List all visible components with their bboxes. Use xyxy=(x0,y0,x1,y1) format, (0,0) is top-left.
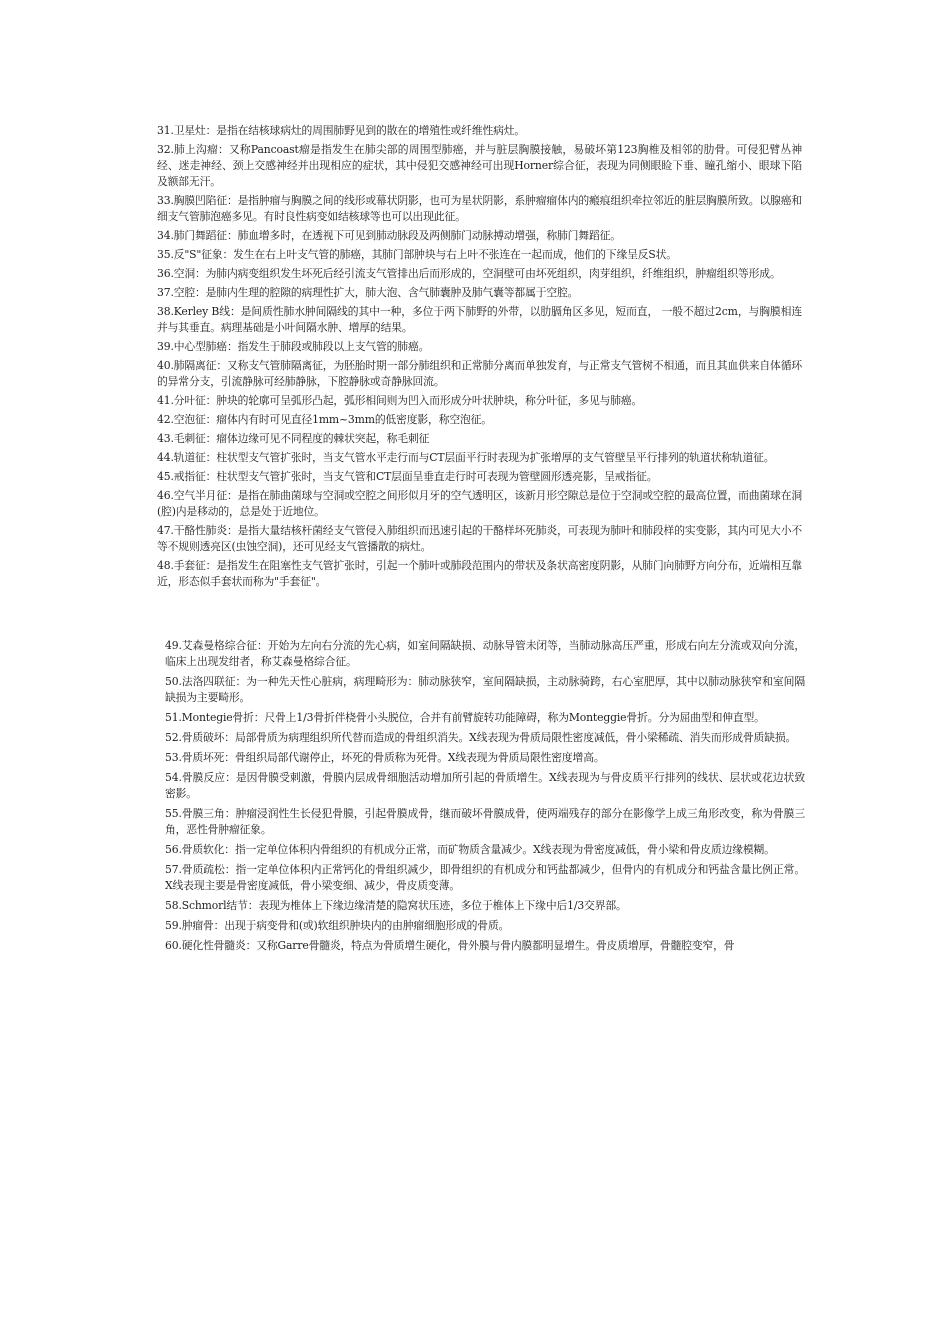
glossary-entry-55: 55.骨膜三角：肿瘤浸润性生长侵犯骨膜，引起骨膜成骨，继而破坏骨膜成骨，使两端残存的部分在影像学上成三角形改变，称为骨膜三角，恶性骨肿瘤征象。 xyxy=(165,807,805,836)
glossary-entry-38: 38.Kerley B线：是间质性肺水肿间隔线的其中一种，多位于两下肺野的外带，以肋膈角区多见，短而直， 一般不超过2cm，与胸膜相连并与其垂直。病理基础是小叶间隔水肿、增厚的结果。 xyxy=(157,305,802,334)
glossary-entry-60: 60.硬化性骨髓炎：又称Garre骨髓炎，特点为骨质增生硬化，骨外膜与骨内膜都明显增生。骨皮质增厚，骨髓腔变窄，骨 xyxy=(165,939,735,952)
glossary-entry-31: 31.卫星灶：是指在结核球病灶的周围肺野见到的散在的增殖性或纤维性病灶。 xyxy=(157,124,526,137)
glossary-entry-54: 54.骨膜反应：是因骨膜受刺激，骨膜内层成骨细胞活动增加所引起的骨质增生。X线表现为与骨皮质平行排列的线状、层状或花边状致密影。 xyxy=(165,771,805,800)
glossary-entry-57: 57.骨质疏松：指一定单位体积内正常钙化的骨组织减少，即骨组织的有机成分和钙盐都减少，但骨内的有机成分和钙盐含量比例正常。X线表现主要是骨密度减低，骨小梁变细、减少，骨皮质变薄。 xyxy=(165,863,805,892)
glossary-entry-58: 58.Schmorl结节：表现为椎体上下缘边缘清楚的隐窝状压迹，多位于椎体上下缘中后1/3交界部。 xyxy=(165,899,627,912)
glossary-entry-49: 49.艾森曼格综合征：开始为左向右分流的先心病，如室间隔缺损、动脉导管未闭等，当肺动脉高压严重，形成右向左分流或双向分流，临床上出现发绀者，称艾森曼格综合征。 xyxy=(165,639,805,668)
glossary-entry-46: 46.空气半月征：是指在肺曲菌球与空洞或空腔之间形似月牙的空气透明区，该新月形空隙总是位于空洞或空腔的最高位置，而曲菌球在洞(腔)内是移动的，总是处于近地位。 xyxy=(157,489,802,518)
glossary-entry-39: 39.中心型肺癌：指发生于肺段或肺段以上支气管的肺癌。 xyxy=(157,340,430,353)
glossary-entry-42: 42.空泡征：瘤体内有时可见直径1mm~3mm的低密度影，称空泡征。 xyxy=(157,413,492,426)
glossary-entry-56: 56.骨质软化：指一定单位体积内骨组织的有机成分正常，而矿物质含量减少。X线表现为骨密度减低，骨小梁和骨皮质边缘模糊。 xyxy=(165,843,775,856)
glossary-entry-48: 48.手套征：是指发生在阻塞性支气管扩张时，引起一个肺叶或肺段范围内的带状及条状高密度阴影，从肺门向肺野方向分布，近端相互靠近，形态似手套状而称为"手套征"。 xyxy=(157,559,802,588)
glossary-list-part-2 xyxy=(165,638,805,958)
glossary-entry-33: 33.胸膜凹陷征：是指肿瘤与胸膜之间的线形或幕状阴影，也可为星状阴影，系肿瘤瘤体内的瘢痕组织牵拉邻近的脏层胸膜所致。以腺癌和细支气管肺泡癌多见。有时良性病变如结核球等也可以出现此征。 xyxy=(157,194,802,223)
glossary-entry-44: 44.轨道征：柱状型支气管扩张时，当支气管水平走行而与CT层面平行时表现为扩张增厚的支气管壁呈平行排列的轨道状称轨道征。 xyxy=(157,451,775,464)
glossary-entry-50: 50.法洛四联征：为一种先天性心脏病，病理畸形为：肺动脉狭窄，室间隔缺损，主动脉骑跨，右心室肥厚，其中以肺动脉狭窄和室间隔缺损为主要畸形。 xyxy=(165,675,805,704)
glossary-list-part-1 xyxy=(157,123,802,593)
glossary-entry-32: 32.肺上沟瘤：又称Pancoast瘤是指发生在肺尖部的周围型肺癌，并与脏层胸膜接触，易破坏第123胸椎及相邻的肋骨。可侵犯臂丛神经、迷走神经、颈上交感神经并出现相应的症状，其中侵犯交感神经可出现Horner综合征，表现为同侧眼睑下垂、瞳孔缩小、眼球下陷及额部无汗。 xyxy=(157,143,802,188)
glossary-entry-35: 35.反"S"征象：发生在右上叶支气管的肺癌，其肺门部肿块与右上叶不张连在一起而成，他们的下缘呈反S状。 xyxy=(157,248,677,261)
glossary-entry-43: 43.毛刺征：瘤体边缘可见不同程度的棘状突起，称毛刺征 xyxy=(157,432,430,445)
glossary-entry-36: 36.空洞：为肺内病变组织发生坏死后经引流支气管排出后而形成的，空洞壁可由坏死组织，肉芽组织，纤维组织，肿瘤组织等形成。 xyxy=(157,267,781,280)
glossary-entry-51: 51.Montegie骨折：尺骨上1/3骨折伴桡骨小头脱位，合并有前臂旋转功能障碍，称为Monteggie骨折。分为屈曲型和伸直型。 xyxy=(165,711,765,724)
glossary-entry-34: 34.肺门舞蹈征：肺血增多时，在透视下可见到肺动脉段及两侧肺门动脉搏动增强，称肺门舞蹈征。 xyxy=(157,229,621,242)
glossary-entry-37: 37.空腔：是肺内生理的腔隙的病理性扩大，肺大泡、含气肺囊肿及肺气囊等都属于空腔。 xyxy=(157,286,579,299)
glossary-entry-40: 40.肺隔离征：又称支气管肺隔离征，为胚胎时期一部分肺组织和正常肺分离而单独发育，与正常支气管树不相通，而且其血供来自体循环的异常分支，引流静脉可经肺静脉，下腔静脉或奇静脉回流。 xyxy=(157,359,802,388)
glossary-entry-52: 52.骨质破坏：局部骨质为病理组织所代替而造成的骨组织消失。X线表现为骨质局限性密度减低，骨小梁稀疏、消失而形成骨质缺损。 xyxy=(165,731,797,744)
glossary-entry-47: 47.干酪性肺炎：是指大量结核杆菌经支气管侵入肺组织而迅速引起的干酪样坏死肺炎，可表现为肺叶和肺段样的实变影，其内可见大小不等不规则透亮区(虫蚀空洞)，还可见经支气管播散的病灶。 xyxy=(157,524,802,553)
glossary-entry-59: 59.肿瘤骨：出现于病变骨和(或)软组织肿块内的由肿瘤细胞形成的骨质。 xyxy=(165,919,510,932)
glossary-entry-41: 41.分叶征：肿块的轮廓可呈弧形凸起，弧形相间则为凹入而形成分叶状肿块，称分叶征，多见与肺癌。 xyxy=(157,394,643,407)
glossary-entry-53: 53.骨质坏死：骨组织局部代谢停止，坏死的骨质称为死骨。X线表现为骨质局限性密度增高。 xyxy=(165,751,605,764)
glossary-entry-45: 45.戒指征：柱状型支气管扩张时，当支气管和CT层面呈垂直走行时可表现为管壁圆形透亮影，呈戒指征。 xyxy=(157,470,658,483)
